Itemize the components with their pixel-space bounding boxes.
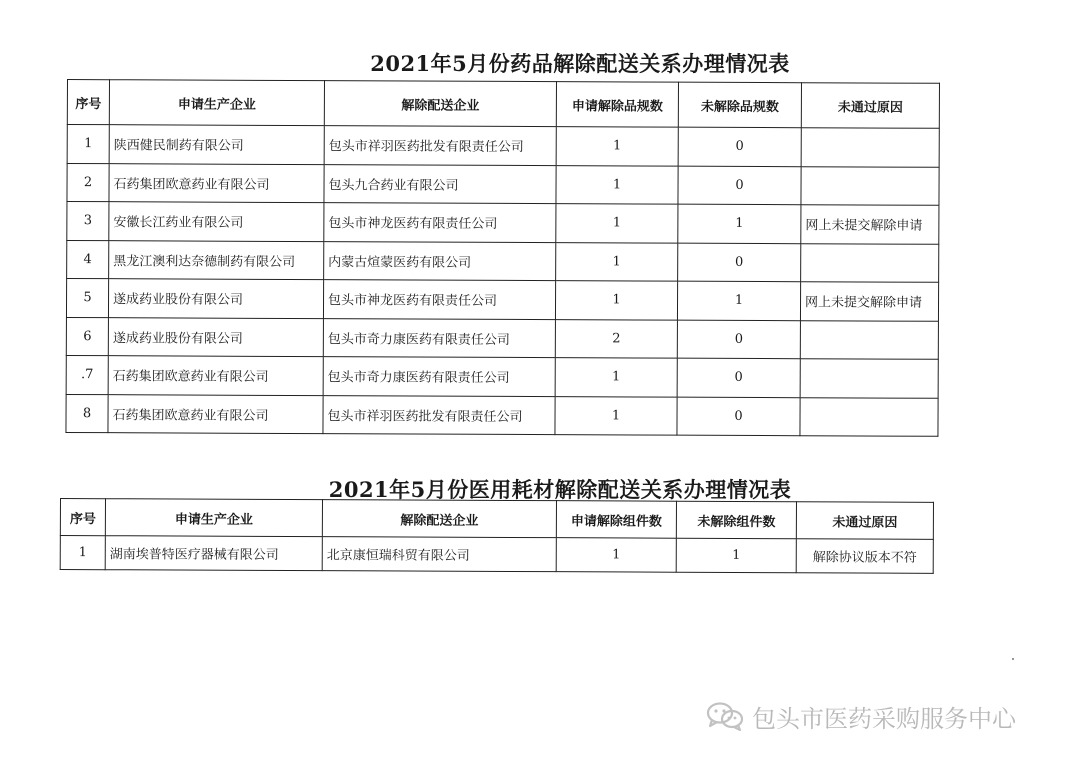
- drug-release-table: [65, 79, 940, 437]
- table-row: [67, 163, 939, 205]
- cell-requested-count: 1: [556, 538, 676, 573]
- table-row: [67, 125, 939, 167]
- scan-speck: [1012, 658, 1014, 660]
- wechat-icon: [706, 701, 744, 731]
- cell-index: 3: [67, 202, 109, 241]
- cell-unreleased-count: 1: [678, 204, 801, 243]
- drug-table-title: 2021年5月份药品解除配送关系办理情况表: [370, 51, 790, 76]
- cell-requested-count: 1: [556, 165, 678, 204]
- header-unreleased-count: 未解除品规数: [678, 82, 801, 128]
- consumables-table-title: 2021年5月份医用耗材解除配送关系办理情况表: [328, 477, 792, 502]
- header-index: 序号: [60, 499, 105, 536]
- cell-unreleased-count: 0: [677, 320, 800, 359]
- cell-distributor: 内蒙古煊蒙医药有限公司: [324, 241, 556, 281]
- cell-index: 2: [67, 163, 109, 202]
- header-unreleased-count: 未解除组件数: [676, 501, 796, 539]
- header-manufacturer: 申请生产企业: [105, 499, 322, 537]
- cell-manufacturer: 遂成药业股份有限公司: [108, 317, 323, 356]
- cell-distributor: 包头市祥羽医药批发有限责任公司: [323, 395, 555, 435]
- cell-index: 5: [66, 279, 108, 318]
- table-row: [60, 536, 933, 574]
- consumables-release-table: [60, 498, 934, 574]
- cell-reason: 解除协议版本不符: [796, 539, 933, 574]
- cell-index: 1: [60, 536, 105, 570]
- cell-requested-count: 1: [556, 242, 678, 281]
- cell-reason: [800, 359, 938, 398]
- table-row: [66, 394, 938, 436]
- cell-index: 8: [66, 394, 108, 433]
- header-distributor: 解除配送企业: [322, 500, 556, 538]
- cell-reason: [800, 397, 938, 436]
- table-row: [66, 279, 938, 321]
- header-manufacturer: 申请生产企业: [109, 80, 324, 126]
- cell-distributor: 包头市神龙医药有限责任公司: [324, 203, 556, 243]
- cell-unreleased-count: 0: [678, 166, 801, 205]
- cell-manufacturer: 石药集团欧意药业有限公司: [108, 394, 323, 433]
- header-index: 序号: [67, 80, 109, 125]
- cell-manufacturer: 湖南埃普特医疗器械有限公司: [105, 536, 322, 571]
- cell-distributor: 北京康恒瑞科贸有限公司: [322, 537, 556, 572]
- watermark-text: 包头市医药采购服务中心: [752, 704, 1016, 733]
- cell-reason: 网上未提交解除申请: [800, 282, 938, 321]
- cell-manufacturer: 石药集团欧意药业有限公司: [108, 356, 323, 395]
- cell-distributor: 包头市奇力康医药有限责任公司: [323, 318, 555, 358]
- cell-distributor: 包头九合药业有限公司: [324, 164, 556, 204]
- cell-requested-count: 1: [555, 358, 677, 397]
- cell-manufacturer: 安徽长江药业有限公司: [109, 202, 324, 241]
- header-distributor: 解除配送企业: [324, 81, 556, 127]
- header-requested-count: 申请解除品规数: [556, 82, 678, 128]
- cell-requested-count: 2: [555, 319, 677, 358]
- watermark: [706, 696, 1016, 736]
- cell-unreleased-count: 0: [678, 243, 801, 282]
- cell-distributor: 包头市奇力康医药有限责任公司: [323, 357, 555, 397]
- table-row: [66, 317, 938, 359]
- cell-distributor: 包头市神龙医药有限责任公司: [323, 280, 555, 320]
- cell-unreleased-count: 1: [677, 281, 800, 320]
- cell-requested-count: 1: [555, 281, 677, 320]
- cell-unreleased-count: 0: [677, 358, 800, 397]
- cell-manufacturer: 石药集团欧意药业有限公司: [109, 163, 324, 202]
- table-row: [67, 202, 939, 244]
- cell-reason: [801, 166, 939, 205]
- header-reason: 未通过原因: [796, 502, 933, 540]
- cell-index: 6: [66, 317, 108, 356]
- cell-distributor: 包头市祥羽医药批发有限责任公司: [324, 126, 556, 166]
- header-reason: 未通过原因: [801, 83, 939, 129]
- cell-manufacturer: 遂成药业股份有限公司: [108, 279, 323, 318]
- cell-unreleased-count: 0: [678, 127, 801, 166]
- cell-reason: 网上未提交解除申请: [801, 205, 939, 244]
- cell-index: 4: [67, 240, 109, 279]
- cell-reason: [801, 243, 939, 282]
- cell-reason: [801, 128, 939, 167]
- cell-unreleased-count: 0: [677, 397, 800, 436]
- cell-index: .7: [66, 355, 108, 394]
- table-row: [67, 240, 939, 282]
- cell-manufacturer: 黑龙江澳利达奈德制药有限公司: [109, 240, 324, 279]
- table-row: [66, 355, 938, 397]
- cell-unreleased-count: 1: [676, 538, 796, 573]
- cell-requested-count: 1: [556, 204, 678, 243]
- table-header-row: [67, 80, 939, 129]
- cell-requested-count: 1: [556, 127, 678, 166]
- cell-manufacturer: 陕西健民制药有限公司: [109, 125, 324, 164]
- cell-index: 1: [67, 125, 109, 164]
- cell-reason: [800, 320, 938, 359]
- header-requested-count: 申请解除组件数: [556, 501, 676, 539]
- cell-requested-count: 1: [555, 396, 677, 435]
- table-header-row: [60, 499, 933, 540]
